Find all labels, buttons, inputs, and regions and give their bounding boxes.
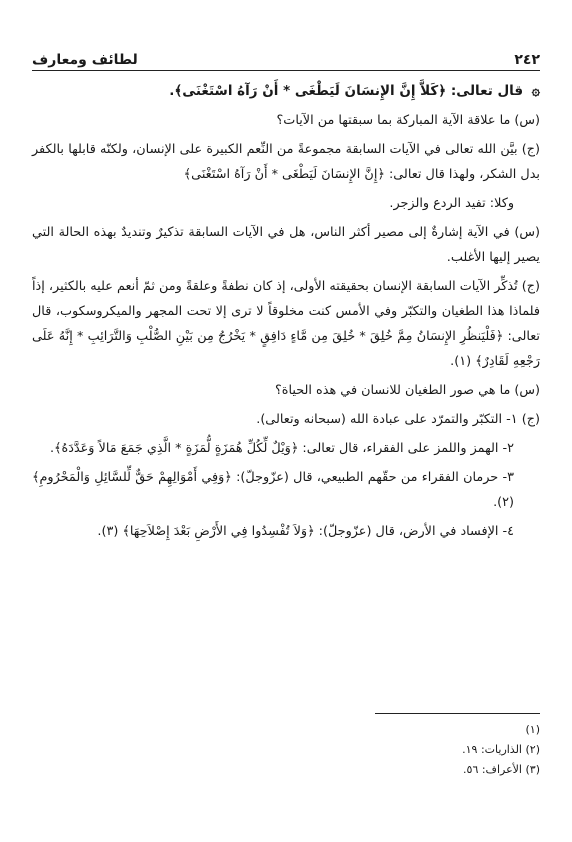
footnote-divider bbox=[375, 713, 540, 714]
page-number: ٢٤٢ bbox=[514, 52, 540, 68]
footnote-1: (١) bbox=[525, 723, 540, 736]
footnote-3: (٣) الأعراف: ٥٦. bbox=[463, 763, 540, 776]
verse-text: قال تعالى: ﴿كَلاَّ إِنَّ الإِنسَانَ لَيَطْغَى * أَنْ رَآهُ اسْتَغْنَى﴾. bbox=[169, 83, 524, 99]
answer-3-item-3: ٣- حرمان الفقراء من حقّهم الطبيعي، قال (عزّوجلّ): ﴿وَفِي أَمْوَالِهِمْ حَقٌّ لِّلسَّائِلِ وَالْمَحْرُومِ﴾ (٢). bbox=[32, 470, 514, 510]
question-3: (س) ما هي صور الطغيان للانسان في هذه الحياة؟ bbox=[275, 383, 540, 398]
question-2: (س) في الآية إشارةٌ إلى مصير أكثر الناس، هل في الآيات السابقة تذكيرٌ وتنديدٌ بهذه الحالة التي يصير إليها الأغلب. bbox=[32, 225, 540, 265]
ornament-icon: ۞ bbox=[531, 83, 540, 99]
verse-paragraph bbox=[32, 79, 540, 104]
answer-2: (ج) تُذكِّر الآيات السابقة الإنسان بحقيقته الأولى، إذ كان نطفةً وعلقةً ومن ثمّ أنعم عليه بالكثير، إذاً فلماذا هذا الطغيان والتكبّر وفي الأمس كنت مخلوقاً لا ترى إلا تحت المجهر والميكروسكوب، قال تعالى: ﴿فَلْيَنظُرِ الإِنسَانُ مِمَّ خُلِقَ * خُلِقَ مِن مَّاءٍ دَافِقٍ * يَخْرُجُ مِن بَيْنِ الصُّلْبِ وَالتَّرَائِبِ * إِنَّهُ عَلَى رَجْعِهِ لَقَادِرٌ﴾ (١). bbox=[32, 279, 540, 369]
answer-1: (ج) بيَّن الله تعالى في الآيات السابقة مجموعةً من النِّعم الكبيرة على الإنسان، ولكنّه قابلها بالكفر بدل الشكر، ولهذا قال تعالى: ﴿إِنَّ الإِنسَانَ لَيَطْغَى * أَنْ رَآهُ اسْتَغْنَى﴾ bbox=[32, 142, 540, 182]
answer-3-item-4: ٤- الإفساد في الأرض، قال (عزّوجلّ): ﴿وَلاَ تُفْسِدُوا فِي الأَرْضِ بَعْدَ إِصْلاَحِهَا﴾ (٣). bbox=[97, 524, 514, 539]
running-title: لطائف ومعارف bbox=[32, 52, 138, 68]
answer-3-item-1: (ج) ١- التكبّر والتمرّد على عبادة الله (سبحانه وتعالى). bbox=[256, 412, 540, 427]
book-page bbox=[32, 40, 540, 822]
footnote-2: (٢) الذاريات: ١٩. bbox=[462, 743, 540, 756]
answer-1-note: وكلا: تفيد الردع والزجر. bbox=[389, 196, 514, 211]
question-1: (س) ما علاقة الآية المباركة بما سبقتها من الآيات؟ bbox=[276, 113, 540, 128]
footnotes bbox=[462, 720, 540, 780]
page-header bbox=[32, 40, 540, 71]
page-content bbox=[32, 79, 540, 544]
answer-3-item-2: ٢- الهمز واللمز على الفقراء، قال تعالى: ﴿وَيْلٌ لِّكُلِّ هُمَزَةٍ لُّمَزَةٍ * الَّذِي جَمَعَ مَالاً وَعَدَّدَهُ﴾. bbox=[49, 441, 514, 456]
